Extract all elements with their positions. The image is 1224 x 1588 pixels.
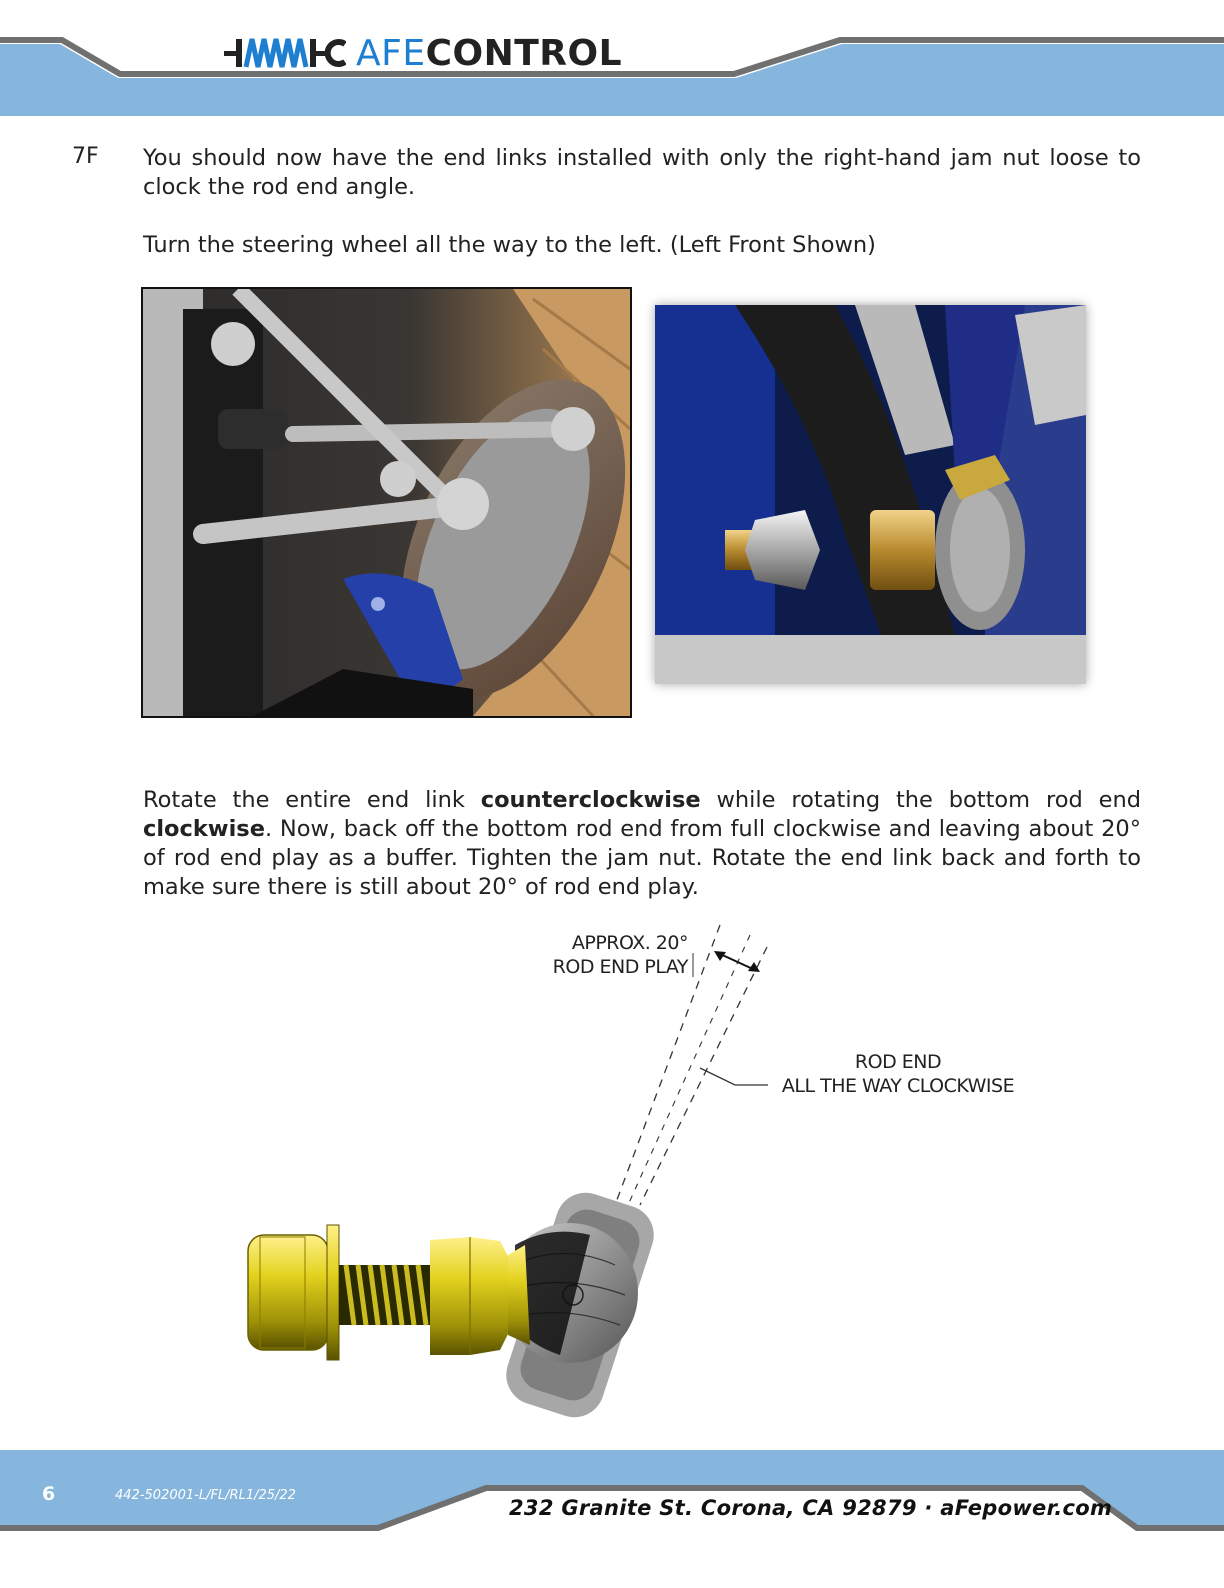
afe-control-logo	[224, 30, 622, 76]
rotate-text-part2: while rotating the bottom rod end	[700, 787, 1141, 813]
page-header	[0, 0, 1224, 118]
page-number: 6	[42, 1483, 56, 1505]
rotate-text-part1: Rotate the entire end link	[143, 787, 481, 813]
document-id: 442-502001-L/FL/RL1/25/22	[115, 1488, 296, 1503]
rod-end-play-diagram	[230, 915, 1070, 1425]
brand-afe-text: AFE	[356, 32, 426, 74]
rod-end-clockwise-label	[768, 1050, 1028, 1098]
rod-end-clockwise-label-line2: ALL THE WAY CLOCKWISE	[781, 1075, 1015, 1097]
steering-instruction-text: Turn the steering wheel all the way to the left. (Left Front Shown)	[143, 232, 876, 258]
clockwise-emphasis: clockwise	[143, 816, 265, 842]
coilover-logo-icon	[224, 33, 346, 73]
counterclockwise-emphasis: counterclockwise	[480, 787, 701, 813]
step-intro-text: You should now have the end links installed with only the right-hand jam nut loose to clock the rod end angle.	[143, 145, 1141, 200]
rod-end-play-label-line1: APPROX. 20°	[571, 932, 688, 954]
rotate-instruction-text	[143, 786, 1141, 902]
rotate-text-part3: . Now, back off the bottom rod end from full clockwise and leaving about 20° of rod end play as a buffer. Tighten the jam nut. Rotate the end link back and forth to make sure there is still about 20° of rod end play.	[143, 816, 1141, 900]
rod-end-rendering	[230, 915, 1070, 1425]
step-number: 7F	[72, 144, 99, 169]
rod-end-closeup-photo	[655, 305, 1086, 684]
rod-end-clockwise-label-line1: ROD END	[854, 1051, 942, 1073]
brand-control-text: CONTROL	[425, 32, 623, 74]
rod-end-play-label	[548, 931, 688, 979]
suspension-wheel-well-photo	[141, 287, 632, 718]
company-address: 232 Granite St. Corona, CA 92879 · aFepower.com	[509, 1496, 1113, 1520]
rod-end-play-label-line2: ROD END PLAY	[552, 956, 688, 978]
